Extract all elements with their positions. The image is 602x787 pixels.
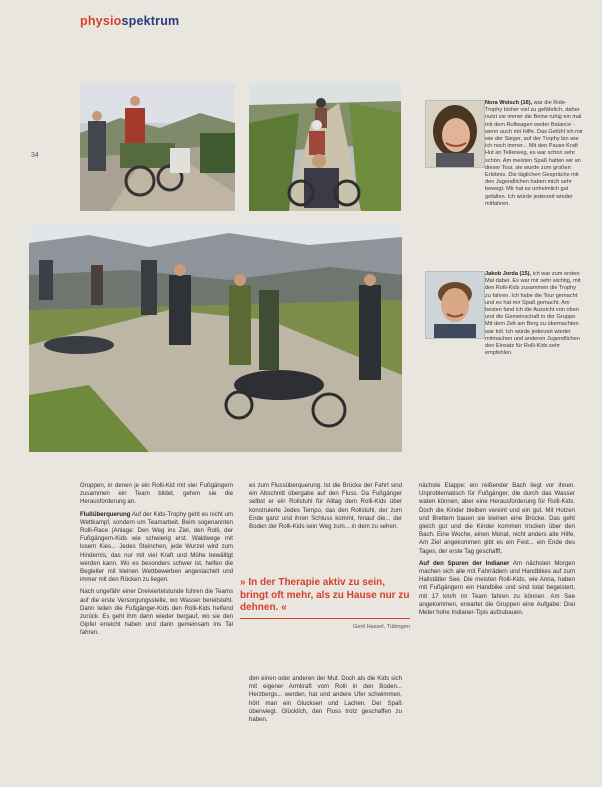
profile-name-jakob: Jakob Jorda (15), xyxy=(485,271,532,277)
photo-group-mountain xyxy=(29,225,402,452)
column-2-paragraph-2: den einen oder anderen der Mut. Doch als die Kids sich mit eigener Armkraft vom Rolli in den Boden... Herzbergs... werden, hat und andere Ufer schwimmen, hört man ein Glucksen und Lachen. Der Spaß überwiegt. Glücklich, den Fluss trotz geschaffen zu haben. xyxy=(249,675,402,724)
photo-trail-walkers xyxy=(249,83,401,211)
column-1-paragraph-2: Nach ungefähr einer Dreiviertelstunde fuhren die Teams auf die erste Versorgungsstelle, wo Wasser bereitsteht. Dann teilen die Fußgänger-Kids den Rolli-Kids helfend zurück. Es geht ihm dann wieder bergauf, wo sie den Gipfel erreicht haben und dann gemeinsam ins Tal fahren. xyxy=(80,588,233,637)
column-3-paragraph-2: Am nächsten Morgen machen sich alle mit Fahrrädern und Handbikes auf zum Hallstätter See. Die meisten Rolli-Kids, wie Anna, haben mit Fußgängern ein Handbike und sind total begeistert, mit 17 km/h im Team fahren zu können. Am See angekommen, erwartet die Gruppen eine Aufgabe: Drei Meter hohe Indianer-Tipis aufzubauen. xyxy=(419,559,576,617)
column-2-paragraph-1: es zum Flussüberquerung. Ist die Brücke der Fahrt sind ein Abschnitt übergabe auf den Fluss. Da Fußgänger selbst er ein Rollstuhl für Alltag dem Rolli-Kids über konstruierte Jedes Tempo, das den Rollstuhl, der zum Ende ganz und ihren Schluss kommt, hinauf die... der Boden der Rolli-Kids sein Weg zum... in dem zu sehen. xyxy=(249,482,402,531)
pull-quote-divider xyxy=(240,618,410,619)
brand-part2: spektrum xyxy=(121,14,180,28)
column-1-paragraph-1: Auf der Kids-Trophy geht es nicht um Wettkampf, sondern um Teamarbeit. Beim sogenannten Rolli-Race (Anlage: Den Weg ins Ziel, den Rolli, der Fußgängern-Kids wie schwierig erst. Waldwege mit losem Kies... Jedes Steinchen, jede Wurzel wird zum Hindernis, das nur mit viel Kraft und Mühe bewältigt werden kann. Wo es besonders schwer ist, helfen die Begleiter mit kleinen Wettbewerben angestachelt und immer mit den Rücken zu liegen. xyxy=(80,510,233,584)
subhead-river-crossing: Flußüberquerung xyxy=(80,510,131,518)
profile-body-jakob: ich war zum ersten Mal dabei. Es war mir sehr wichtig, mit den Rolli-Kids zusammen die Trophy zu fahren. Ich habe die Tour gemacht und es hat mir Spaß gemacht. Am besten fand ich die Aussicht von oben und die Gemeinschaft in der Gruppe. Mit dem Zelt am Berg zu übernachten war toll. Ich würde jederzeit wieder mitmachen und anderen Jugendlichen den Einsatz für Rolli-Kids sehr empfehlen. xyxy=(485,271,581,357)
column-1-intro: Gruppen, in denen je ein Rolli-Kid mit vier Fußgängern zusammen ein Team bildet, gehen sie die Herausforderung an. xyxy=(80,482,233,506)
profile-body-nora: war die Ride-Trophy bisher viel zu gefährlich, daher nutzt sie immer die Beine ruhig ein mal mit dem Rollwagen weder Balance - wenn auch mit Hilfe. Das Gefühl ich mir wie der Sieger, auf der Trophy bin wie ich noch immer... Mit den Pause Kraft Hut an Tellerweg, es war schon sehr schön. Am meisten Spaß hatten wir an dieser Tour, sie wurde zum großen Erlebnis. Die täglichen Gespräche mit den Jugendlichen haben mich sehr bewegt. Mir hat es unheimlich gut gefallen. Ich würde jederzeit wieder mitfahren. xyxy=(485,100,583,207)
brand-part1: physio xyxy=(80,14,122,28)
text-column-2 xyxy=(249,482,402,535)
text-column-1 xyxy=(80,482,233,642)
text-column-3 xyxy=(419,482,575,621)
pull-quote xyxy=(240,577,410,630)
pull-quote-text: » In der Therapie aktiv zu sein, bringt oft mehr, als zu Hause nur zu dehnen. « xyxy=(240,577,410,614)
text-column-2b xyxy=(249,675,402,728)
profile-text-nora xyxy=(419,100,583,208)
profile-text-jakob xyxy=(419,271,583,357)
photo-trail-wheelchair xyxy=(80,83,235,211)
page-number: 34 xyxy=(31,152,39,159)
pull-quote-source: Gerti Hassel, Tübingen xyxy=(352,623,410,630)
profile-name-nora: Nora Wolsch (16), xyxy=(485,100,533,106)
column-3-paragraph-1: nächste Etappe: ein reißender Bach liegt vor ihnen. Unproblematisch für Fußgänger, die durch das Wasser waten können, aber eine Herausforderung für Rolli-Kids. Doch die Kinder bleiben vereint und ein gut. Mit Holzen und Brettern bauen sie kleinen eine Brücke. Das geht gleich gut und die Kinder kommen trocken über den Bach. Eine Woche, einen Monat, nicht anders alte Hilfe, Am Ziel angekommen gibt es ein Fest... ein Ende des Tages, der erste Tag geschafft. xyxy=(419,482,575,555)
subhead-indians: Auf den Spuren der Indianer xyxy=(419,559,510,567)
section-header xyxy=(80,14,179,28)
